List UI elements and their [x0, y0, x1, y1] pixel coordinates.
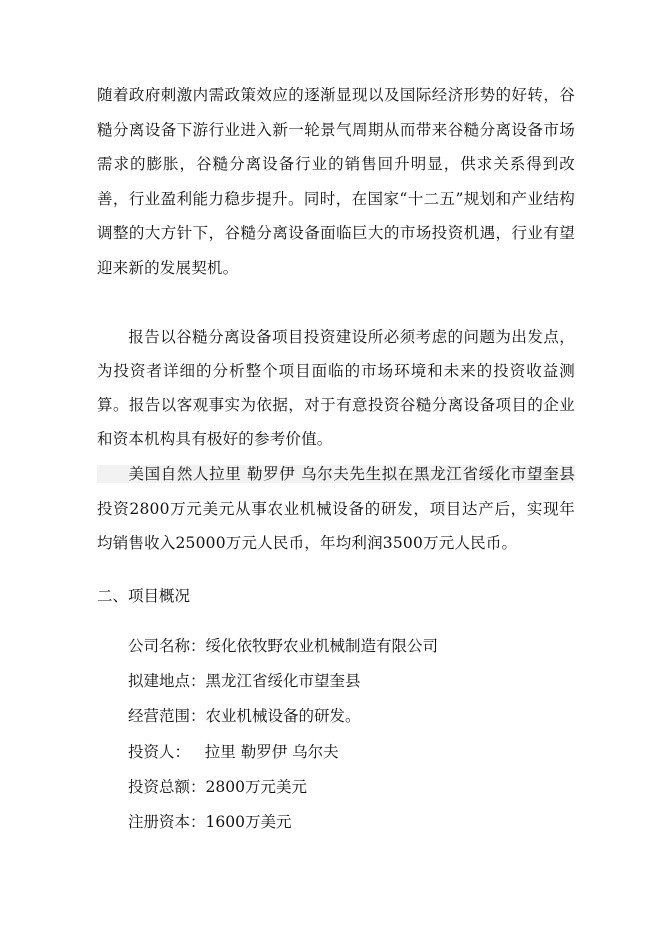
- intro-paragraph: 随着政府刺激内需政策效应的逐渐显现以及国际经济形势的好转，谷糙分离设备下游行业进入新一轮景气周期从而带来谷糙分离设备市场需求的膨胀，谷糙分离设备行业的销售回升明显，供求关系得到改善，行业盈利能力稳步提升。同时，在国家“十二五”规划和产业结构调整的大方针下，谷糙分离设备面临巨大的市场投资机遇，行业有望迎来新的发展契机。: [97, 86, 575, 277]
- report-purpose-paragraph: [97, 320, 575, 456]
- section-heading-overview: 二、项目概况: [97, 587, 191, 605]
- overview-total-investment: 投资总额：2800万元美元: [128, 777, 307, 796]
- overview-investor: 投资人： 拉里 勒罗伊 乌尔夫: [128, 742, 339, 761]
- overview-business-scope: 经营范围：农业机械设备的研发。: [128, 707, 361, 726]
- investor-summary-highlight: 美国自然人拉里 勒罗伊 乌尔夫先生拟在黑龙江省绥化市望奎县: [128, 465, 575, 483]
- investor-summary-paragraph: [97, 457, 575, 561]
- overview-company-name: 公司名称：绥化依牧野农业机械制造有限公司: [128, 637, 439, 655]
- report-purpose-text: 报告以谷糙分离设备项目投资建设所必须考虑的问题为出发点，为投资者详细的分析整个项目面临的市场环境和未来的投资收益测算。报告以客观事实为依据，对于有意投资谷糙分离设备项目的企业和资本机构具有极好的参考价值。: [97, 328, 575, 448]
- project-overview-list: [128, 629, 438, 840]
- investor-summary-text: 投资2800万元美元从事农业机械设备的研发，项目达产后，实现年均销售收入25000万元人民币，年均利润3500万元人民币。: [97, 499, 575, 552]
- overview-registered-capital: 注册资本：1600万美元: [128, 812, 292, 831]
- overview-location: 拟建地点：黑龙江省绥化市望奎县: [128, 672, 361, 691]
